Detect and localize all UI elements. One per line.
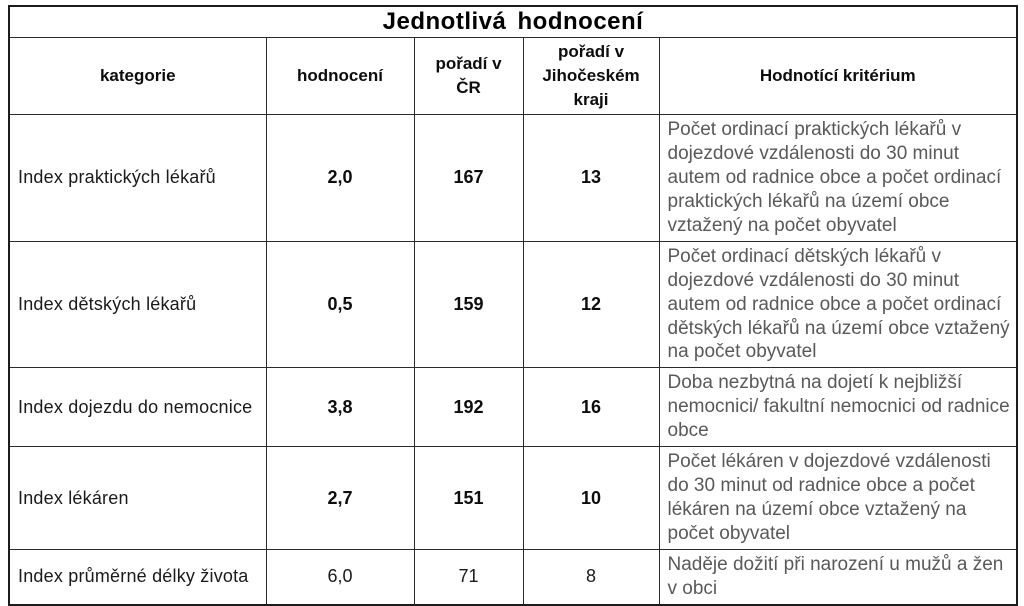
score-cell: 2,7 (266, 447, 414, 550)
title-row (9, 6, 1017, 38)
category-cell: Index lékáren (9, 447, 266, 550)
table-row (9, 115, 1017, 242)
score-cell: 6,0 (266, 549, 414, 604)
rank-cr-cell: 192 (414, 368, 523, 447)
rank-cr-cell: 71 (414, 549, 523, 604)
criterion-cell: Počet ordinací praktických lékařů v dojezdové vzdálenosti do 30 minut autem od radnice obce a počet ordinací praktických lékařů na území obce vztažený na počet obyvatel (659, 115, 1017, 242)
col-header-kategorie: kategorie (9, 38, 266, 115)
rank-region-cell: 12 (523, 241, 659, 368)
category-cell: Index dětských lékařů (9, 241, 266, 368)
score-cell: 2,0 (266, 115, 414, 242)
criterion-cell: Počet ordinací dětských lékařů v dojezdové vzdálenosti do 30 minut autem od radnice obce a počet ordinací dětských lékařů na území obce vztažený na počet obyvatel (659, 241, 1017, 368)
table-row (9, 447, 1017, 550)
ratings-table-container (8, 5, 1018, 606)
rank-cr-cell: 159 (414, 241, 523, 368)
rank-cr-cell: 167 (414, 115, 523, 242)
table-title: Jednotlivá hodnocení (9, 6, 1017, 38)
criterion-cell: Počet lékáren v dojezdové vzdálenosti do 30 minut od radnice obce a počet lékáren na území obce vztažený na počet obyvatel (659, 447, 1017, 550)
table-row (9, 241, 1017, 368)
rank-region-cell: 16 (523, 368, 659, 447)
rank-region-cell: 8 (523, 549, 659, 604)
criterion-cell: Naděje dožití při narození u mužů a žen v obci (659, 549, 1017, 604)
col-header-kriterium: Hodnotící kritérium (659, 38, 1017, 115)
rank-cr-cell: 151 (414, 447, 523, 550)
score-cell: 3,8 (266, 368, 414, 447)
category-cell: Index praktických lékařů (9, 115, 266, 242)
table-row (9, 549, 1017, 604)
col-header-poradi-cr: pořadí v ČR (414, 38, 523, 115)
score-cell: 0,5 (266, 241, 414, 368)
rank-region-cell: 13 (523, 115, 659, 242)
header-row (9, 38, 1017, 115)
criterion-cell: Doba nezbytná na dojetí k nejbližší nemocnici/ fakultní nemocnici od radnice obce (659, 368, 1017, 447)
rank-region-cell: 10 (523, 447, 659, 550)
ratings-table (8, 5, 1018, 606)
category-cell: Index dojezdu do nemocnice (9, 368, 266, 447)
col-header-hodnoceni: hodnocení (266, 38, 414, 115)
table-row (9, 368, 1017, 447)
col-header-poradi-kraj: pořadí v Jihočeském kraji (523, 38, 659, 115)
category-cell: Index průměrné délky života (9, 549, 266, 604)
